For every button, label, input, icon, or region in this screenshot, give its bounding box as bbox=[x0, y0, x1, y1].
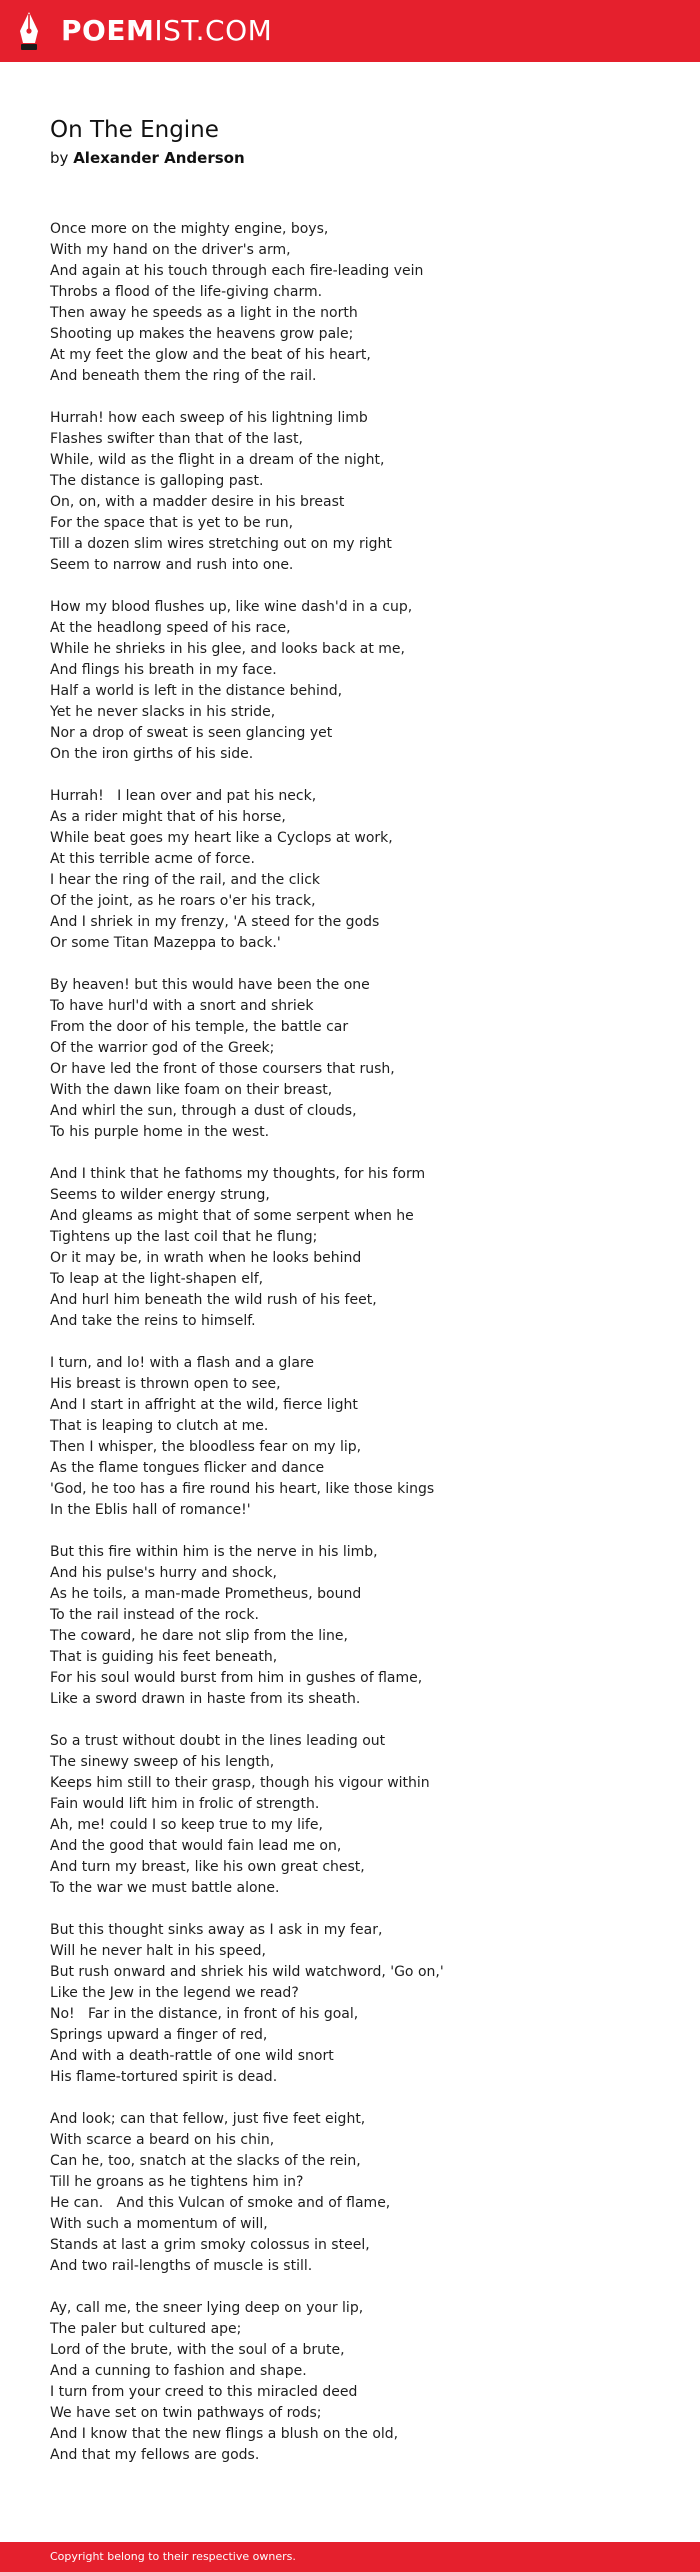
by-prefix: by bbox=[50, 149, 69, 167]
poem-line: Seems to wilder energy strung, bbox=[50, 1187, 270, 1203]
poem-line: And with a death-rattle of one wild snort bbox=[50, 2048, 334, 2064]
poem-line: With the dawn like foam on their breast, bbox=[50, 1082, 333, 1098]
poem-line: And two rail-lengths of muscle is still. bbox=[50, 2258, 313, 2274]
poem-line: Fain would lift him in frolic of strength. bbox=[50, 1796, 320, 1812]
poem-line: And I shriek in my frenzy, 'A steed for the gods bbox=[50, 914, 380, 930]
poem-line: As he toils, a man-made Prometheus, bound bbox=[50, 1586, 362, 1602]
poem-line: By heaven! but this would have been the one bbox=[50, 977, 370, 993]
poem-line: To the rail instead of the rock. bbox=[50, 1607, 259, 1623]
site-logo-text[interactable] bbox=[61, 15, 272, 47]
poem-line: While he shrieks in his glee, and looks back at me, bbox=[50, 641, 405, 657]
poem-line: At my feet the glow and the beat of his heart, bbox=[50, 347, 371, 363]
poem-line: Springs upward a finger of red, bbox=[50, 2027, 268, 2043]
poem-line: To leap at the light-shapen elf, bbox=[50, 1271, 264, 1287]
stanza bbox=[50, 1542, 670, 1710]
copyright-text: Copyright belong to their respective owners. bbox=[50, 2550, 296, 2563]
poem-line: And I know that the new flings a blush on the old, bbox=[50, 2426, 399, 2442]
poem-line: Like a sword drawn in haste from its sheath. bbox=[50, 1691, 361, 1707]
poem-line: The coward, he dare not slip from the line, bbox=[50, 1628, 348, 1644]
poem-line: We have set on twin pathways of rods; bbox=[50, 2405, 322, 2421]
poem-line: The sinewy sweep of his length, bbox=[50, 1754, 275, 1770]
poem-line: Lord of the brute, with the soul of a brute, bbox=[50, 2342, 345, 2358]
poem-line: And hurl him beneath the wild rush of his feet, bbox=[50, 1292, 377, 1308]
poem-line: To have hurl'd with a snort and shriek bbox=[50, 998, 314, 1014]
site-footer bbox=[0, 2542, 700, 2572]
stanza bbox=[50, 1164, 670, 1332]
poem-line: Or it may be, in wrath when he looks behind bbox=[50, 1250, 362, 1266]
poem-line: And that my fellows are gods. bbox=[50, 2447, 260, 2463]
poem-line: Or some Titan Mazeppa to back.' bbox=[50, 935, 281, 951]
poem-line: While beat goes my heart like a Cyclops at work, bbox=[50, 830, 393, 846]
poem-line: And gleams as might that of some serpent when he bbox=[50, 1208, 414, 1224]
poem-line: And take the reins to himself. bbox=[50, 1313, 256, 1329]
poem-line: As the flame tongues flicker and dance bbox=[50, 1460, 325, 1476]
poem-line: His flame-tortured spirit is dead. bbox=[50, 2069, 278, 2085]
poem-line: At this terrible acme of force. bbox=[50, 851, 255, 867]
poem-line: His breast is thrown open to see, bbox=[50, 1376, 281, 1392]
poem-line: He can. And this Vulcan of smoke and of flame, bbox=[50, 2195, 391, 2211]
stanza bbox=[50, 1920, 670, 2088]
poem-line: That is leaping to clutch at me. bbox=[50, 1418, 269, 1434]
poem-line: But this fire within him is the nerve in his limb, bbox=[50, 1544, 378, 1560]
poem-line: Ah, me! could I so keep true to my life, bbox=[50, 1817, 323, 1833]
brand-light: IST.COM bbox=[154, 14, 273, 47]
poem-line: Yet he never slacks in his stride, bbox=[50, 704, 276, 720]
poem-line: Shooting up makes the heavens grow pale; bbox=[50, 326, 354, 342]
poem-line: I turn, and lo! with a flash and a glare bbox=[50, 1355, 314, 1371]
poem-line: Stands at last a grim smoky colossus in steel, bbox=[50, 2237, 370, 2253]
poem-line: Of the joint, as he roars o'er his track, bbox=[50, 893, 316, 909]
poem-line: And again at his touch through each fire-leading vein bbox=[50, 263, 424, 279]
poem-line: As a rider might that of his horse, bbox=[50, 809, 286, 825]
poem-line: Hurrah! how each sweep of his lightning limb bbox=[50, 410, 368, 426]
stanza bbox=[50, 1353, 670, 1521]
poem-line: Then I whisper, the bloodless fear on my lip, bbox=[50, 1439, 362, 1455]
poem-line: Keeps him still to their grasp, though his vigour within bbox=[50, 1775, 430, 1791]
poem-line: I hear the ring of the rail, and the click bbox=[50, 872, 321, 888]
stanza bbox=[50, 597, 670, 765]
poem-line: And flings his breath in my face. bbox=[50, 662, 277, 678]
poem-line: Like the Jew in the legend we read? bbox=[50, 1985, 299, 2001]
poem-line: For his soul would burst from him in gushes of flame, bbox=[50, 1670, 423, 1686]
poem-line: And whirl the sun, through a dust of clouds, bbox=[50, 1103, 357, 1119]
author-name[interactable]: Alexander Anderson bbox=[73, 149, 245, 167]
poem-line: And I start in affright at the wild, fierce light bbox=[50, 1397, 358, 1413]
poem-line: So a trust without doubt in the lines leading out bbox=[50, 1733, 386, 1749]
poem-line: And beneath them the ring of the rail. bbox=[50, 368, 317, 384]
poem-line: The distance is galloping past. bbox=[50, 473, 264, 489]
poem-line: 'God, he too has a fire round his heart, like those kings bbox=[50, 1481, 435, 1497]
poem-line: No! Far in the distance, in front of his goal, bbox=[50, 2006, 359, 2022]
poem-line: Half a world is left in the distance behind, bbox=[50, 683, 343, 699]
poem-line: With such a momentum of will, bbox=[50, 2216, 268, 2232]
poem-line: But this thought sinks away as I ask in my fear, bbox=[50, 1922, 383, 1938]
poem-line: Flashes swifter than that of the last, bbox=[50, 431, 303, 447]
poem-line: The paler but cultured ape; bbox=[50, 2321, 242, 2337]
poem-line: Till he groans as he tightens him in? bbox=[50, 2174, 304, 2190]
poem-body bbox=[50, 219, 670, 2487]
poem-line: Till a dozen slim wires stretching out on my right bbox=[50, 536, 392, 552]
poem-line: Tightens up the last coil that he flung; bbox=[50, 1229, 318, 1245]
poem-line: And turn my breast, like his own great chest, bbox=[50, 1859, 365, 1875]
poem-line: With my hand on the driver's arm, bbox=[50, 242, 291, 258]
poem-line: That is guiding his feet beneath, bbox=[50, 1649, 278, 1665]
stanza bbox=[50, 975, 670, 1143]
poem-line: Hurrah! I lean over and pat his neck, bbox=[50, 788, 317, 804]
byline bbox=[50, 148, 245, 168]
stanza bbox=[50, 1731, 670, 1899]
poem-line: From the door of his temple, the battle car bbox=[50, 1019, 349, 1035]
poem-line: Once more on the mighty engine, boys, bbox=[50, 221, 329, 237]
brand-bold: POEM bbox=[61, 14, 155, 47]
poem-line: At the headlong speed of his race, bbox=[50, 620, 291, 636]
poem-line: For the space that is yet to be run, bbox=[50, 515, 294, 531]
poem-line: And the good that would fain lead me on, bbox=[50, 1838, 342, 1854]
site-header bbox=[0, 0, 700, 62]
poem-line: Nor a drop of sweat is seen glancing yet bbox=[50, 725, 333, 741]
poem-line: Throbs a flood of the life-giving charm. bbox=[50, 284, 323, 300]
poem-line: In the Eblis hall of romance!' bbox=[50, 1502, 251, 1518]
poem-line: With scarce a beard on his chin, bbox=[50, 2132, 275, 2148]
poem-line: Then away he speeds as a light in the north bbox=[50, 305, 358, 321]
poem-line: On the iron girths of his side. bbox=[50, 746, 254, 762]
poem-line: And his pulse's hurry and shock, bbox=[50, 1565, 277, 1581]
poem-line: Seem to narrow and rush into one. bbox=[50, 557, 294, 573]
poem-title: On The Engine bbox=[50, 117, 219, 143]
poem-line: And look; can that fellow, just five feet eight, bbox=[50, 2111, 366, 2127]
poem-line: To the war we must battle alone. bbox=[50, 1880, 280, 1896]
poem-line: And I think that he fathoms my thoughts, for his form bbox=[50, 1166, 426, 1182]
poem-line: While, wild as the flight in a dream of the night, bbox=[50, 452, 385, 468]
stanza bbox=[50, 2109, 670, 2277]
poem-line: And a cunning to fashion and shape. bbox=[50, 2363, 307, 2379]
poem-line: Or have led the front of those coursers that rush, bbox=[50, 1061, 395, 1077]
poem-line: On, on, with a madder desire in his breast bbox=[50, 494, 345, 510]
poem-line: Will he never halt in his speed, bbox=[50, 1943, 266, 1959]
poem-line: But rush onward and shriek his wild watchword, 'Go on,' bbox=[50, 1964, 444, 1980]
pen-nib-icon[interactable] bbox=[18, 11, 40, 51]
stanza bbox=[50, 219, 670, 387]
poem-line: Ay, call me, the sneer lying deep on your lip, bbox=[50, 2300, 364, 2316]
poem-line: Of the warrior god of the Greek; bbox=[50, 1040, 275, 1056]
poem-line: How my blood flushes up, like wine dash'd in a cup, bbox=[50, 599, 413, 615]
poem-line: To his purple home in the west. bbox=[50, 1124, 270, 1140]
stanza bbox=[50, 786, 670, 954]
stanza bbox=[50, 2298, 670, 2466]
poem-line: I turn from your creed to this miracled deed bbox=[50, 2384, 358, 2400]
stanza bbox=[50, 408, 670, 576]
poem-line: Can he, too, snatch at the slacks of the rein, bbox=[50, 2153, 361, 2169]
